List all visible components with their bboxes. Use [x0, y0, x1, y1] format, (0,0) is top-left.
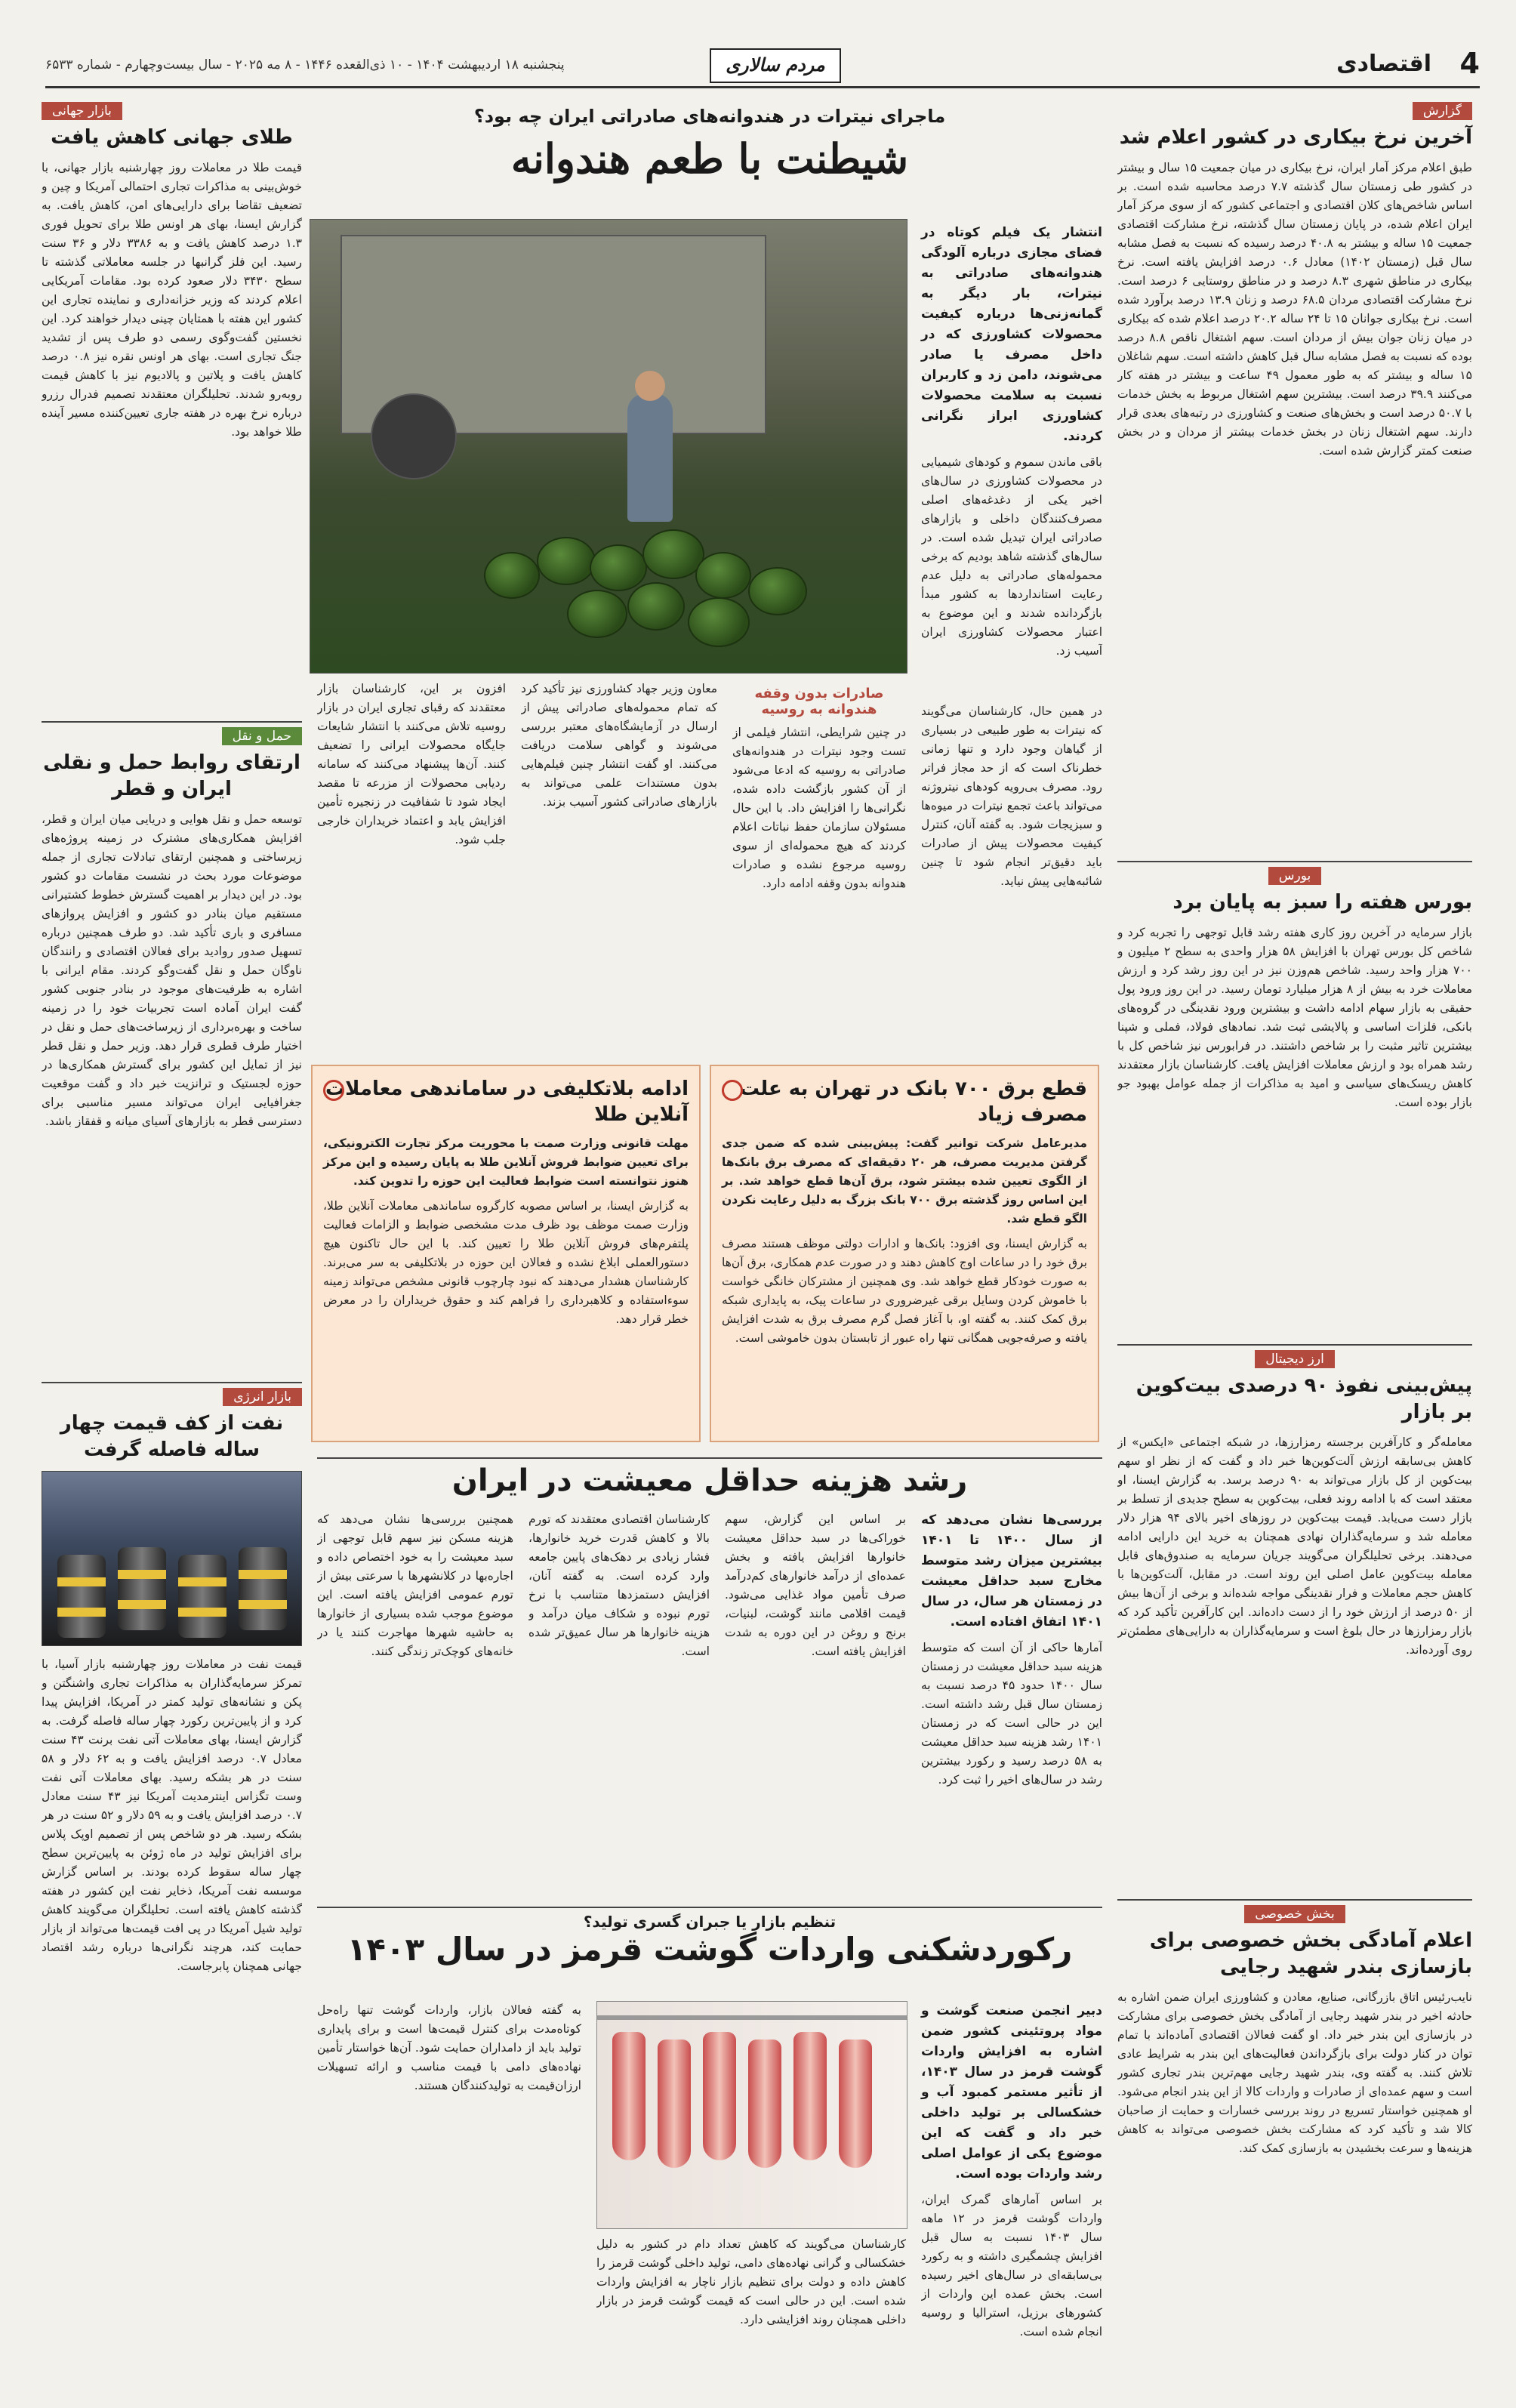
meat-col-1	[921, 2001, 1102, 2372]
main-headline: شیطنت با طعم هندوانه	[510, 134, 909, 183]
gold-online-title: ادامه بلاتکلیفی در ساماندهی معاملات آنلاین طلا	[325, 1078, 689, 1126]
meat-headline: رکوردشکنی واردات گوشت قرمز در سال ۱۴۰۳	[347, 1931, 1073, 1968]
masthead-bar	[45, 44, 1480, 88]
living-col-2	[725, 1510, 906, 1888]
watermelon-photo	[310, 219, 907, 674]
meat-import-story	[317, 1907, 1102, 1968]
living-col-1	[921, 1510, 1102, 1895]
living-body-2: بر اساس این گزارش، سهم خوراکی‌ها در سبد حداقل معیشت خانوارها افزایش یافته و بخش عمده‌ای از درآمد خانوارهای کم‌درآمد صرف تأمین مواد غذایی می‌شود. قیمت اقلامی مانند گوشت، لبنیات، برنج و روغن در این دوره به شدت افزایش یافته است.	[725, 1512, 906, 1658]
dateline: پنجشنبه ۱۸ اردیبهشت ۱۴۰۴ - ۱۰ ذی‌القعده ۱۴۴۶ - ۸ مه ۲۰۲۵ - سال بیست‌وچهارم - شماره ۶۵۳۳	[45, 57, 565, 72]
gold-body: قیمت طلا در معاملات روز چهارشنبه بازار جهانی، با خوش‌بینی به مذاکرات تجاری احتمالی آمریکا و چین و تضعیف تقاضا برای دارایی‌های امن، کاهش یافت. به گزارش ایسنا، بهای هر اونس طلا برای تحویل فوری ۱.۳ درصد کاهش یافت و به ۳۳۸۶ دلار و ۳۶ سنت رسید. این فلز گرانبها در جلسه معاملاتی گذشته تا سطح ۳۴۳۰ دلار صعود کرده بود. مقامات آمریکایی اعلام کردند که وزیر خزانه‌داری و نماینده تجاری این کشور این هفته با همتایان چینی دیدار خواهند کرد. این نخستین گفت‌وگوی رسمی دو طرف پس از تشدید جنگ تجاری است. بهای هر اونس نقره نیز ۰.۸ درصد کاهش یافت و پلاتین و پالادیوم نیز با کاهش قیمت روبه‌رو شدند. تحلیلگران معتقدند تصمیم فدرال رزرو درباره نرخ بهره در هفته جاری تعیین‌کننده مسیر آینده طلا خواهد بود.	[42, 161, 302, 439]
main-lead: انتشار یک فیلم کوتاه در فضای مجازی درباره آلودگی هندوانه‌های صادراتی به نیترات، بار دیگر به گمانه‌زنی‌ها درباره کیفیت محصولات کشاورزی که در داخل مصرف یا صادر می‌شوند، دامن زد و کاربران نسبت به سلامت محصولات کشاورزی ابراز نگرانی کردند.	[921, 225, 1102, 444]
report-title: آخرین نرخ بیکاری در کشور اعلام شد	[1119, 126, 1472, 149]
gold-online-body: به گزارش ایسنا، بر اساس مصوبه کارگروه ساماندهی معاملات آنلاین طلا، وزارت صمت موظف بود ظرف مدت مشخصی ضوابط و الزامات فعالیت پلتفرم‌های فروش آنلاین طلا را تعیین کند. با این حال تاکنون هیچ دستورالعملی ابلاغ نشده و فعالان این حوزه در بلاتکلیفی به سر می‌برند. کارشناسان هشدار می‌دهند که نبود چارچوب قانونی مشخص می‌تواند زمینه سوءاستفاده و کلاهبرداری را فراهم کند و حقوق خریداران را در معرض خطر قرار دهد.	[323, 1198, 689, 1326]
main-kicker: ماجرای نیترات در هندوانه‌های صادراتی ایران چه بود؟	[473, 106, 946, 127]
report-box	[1117, 102, 1472, 823]
oil-tag: بازار انرژی	[223, 1388, 302, 1406]
alert-icon	[722, 1080, 743, 1101]
report-body: طبق اعلام مرکز آمار ایران، نرخ بیکاری در میان جمعیت ۱۵ سال و بیشتر در کشور طی زمستان سال گذشته ۷.۷ درصد محاسبه شده است. بر اساس شاخص‌های کلان اقتصادی و اجتماعی کشور که از سوی مرکز آمار ایران اعلام شده، در پایان زمستان سال گذشته، نرخ مشارکت اقتصادی جمعیت ۱۵ ساله و بیشتر به ۴۰.۸ درصد رسیده که نسبت به فصل مشابه سال قبل (زمستان ۱۴۰۲) معادل ۰.۶ درصد افزایش یافته است. نرخ بیکاری در مناطق شهری ۸.۳ درصد و در مناطق روستایی ۶ درصد است. نرخ مشارکت اقتصادی مردان ۶۸.۵ درصد و زنان ۱۳.۹ درصد برآورد شده است. نرخ بیکاری جوانان ۱۵ تا ۲۴ ساله ۲۰.۲ درصد اعلام شده که بیکاری در میان زنان جوان بیش از مردان است. سهم اشتغال ناقص ۸.۸ درصد بوده که نسبت به فصل مشابه سال قبل کاهش داشته است. سهم شاغلان ۱۵ ساله و بیشتر که به طور معمول ۴۹ ساعت و بیشتر در هفته کار می‌کنند ۳۹.۹ درصد است. بیشترین سهم اشتغال مربوط به بخش خدمات با ۵۰.۷ درصد است و بخش‌های صنعت و کشاورزی در رتبه‌های بعدی قرار دارند. سهم اشتغال زنان در بخش خدمات بیشتر از مردان و در بخش صنعت کمتر گزارش شده است.	[1117, 161, 1472, 458]
page-number: 4	[1459, 47, 1480, 80]
main-col-3	[521, 680, 717, 1050]
gold-box	[42, 102, 302, 702]
main-col-4	[317, 680, 506, 1050]
power-cut-title: قطع برق ۷۰۰ بانک در تهران به علت مصرف زیاد	[739, 1078, 1087, 1126]
transport-tag: حمل و نقل	[222, 727, 302, 745]
main-col-1	[921, 702, 1102, 1042]
living-body-1: آمارها حاکی از آن است که متوسط هزینه سبد حداقل معیشت در زمستان سال ۱۴۰۰ حدود ۴۵ درصد نسبت به زمستان سال قبل رشد داشته است. این در حالی است که در زمستان ۱۴۰۱ رشد هزینه سبد حداقل معیشت به ۵۸ درصد رسید و رکورد بیشترین رشد در سال‌های اخیر را ثبت کرد.	[921, 1641, 1102, 1787]
power-cut-body: به گزارش ایسنا، وی افزود: بانک‌ها و ادارات دولتی موظف هستند مصرف برق خود را در ساعات اوج کاهش دهند و در صورت عدم همکاری، برق آن‌ها به صورت خودکار قطع خواهد شد. وی همچنین از مشترکان خانگی خواست با خاموش کردن وسایل برقی غیرضروری در ساعات پیک، به پایداری شبکه برق کمک کنند. به گفته او، با آغاز فصل گرم مصرف برق به شدت افزایش یافته و صرفه‌جویی همگانی تنها راه عبور از تابستان بدون خاموشی است.	[722, 1236, 1087, 1345]
transport-box	[42, 721, 302, 1369]
main-lead-col	[921, 223, 1102, 725]
main-body-e: افزون بر این، کارشناسان بازار معتقدند که رقبای تجاری ایران در بازار روسیه تلاش می‌کنند با انتشار شایعات جایگاه محصولات ایرانی را تضعیف کنند. آن‌ها پیشنهاد می‌کنند که سامانه ردیابی محصولات از مزرعه تا مقصد ایجاد شود تا شفافیت در زنجیره تأمین افزایش یابد و اعتماد خریداران خارجی جلب شود.	[317, 682, 506, 846]
bourse-box	[1117, 861, 1472, 1324]
newspaper-logo: مردم سالاری	[710, 48, 841, 83]
meat-col-3	[317, 2001, 581, 2386]
power-cut-lead: مدیرعامل شرکت توانیر گفت: پیش‌بینی شده که ضمن جدی گرفتن مدیریت مصرف، هر ۲۰ دقیقه‌ای که مصرف برق بانک‌ها از الگوی تعیین شده بیشتر شود، برق آن‌ها قطع خواهد شد. بر این اساس روز گذشته برق ۷۰۰ بانک بزرگ به دلیل رعایت نکردن الگو قطع شد.	[722, 1136, 1088, 1226]
main-col-2	[732, 680, 906, 1048]
report-tag: گزارش	[1413, 102, 1472, 120]
living-col-3	[528, 1510, 710, 1888]
private-title: اعلام آمادگی بخش خصوصی برای بازسازی بندر شهید رجایی	[1149, 1929, 1472, 1979]
living-body-3: کارشناسان اقتصادی معتقدند که تورم بالا و کاهش قدرت خرید خانوارها، فشار زیادی بر دهک‌های پایین جامعه وارد کرده است. به گفته آنان، افزایش دستمزدها متناسب با نرخ تورم نبوده و شکاف میان درآمد و هزینه خانوارها هر سال عمیق‌تر شده است.	[528, 1512, 710, 1658]
meat-lead: دبیر انجمن صنعت گوشت و مواد پروتئینی کشور ضمن اشاره به افزایش واردات گوشت قرمز در سال ۱۴۰۳، از تأثیر مستمر کمبود آب و خشکسالی بر تولید داخلی خبر داد و گفت که این موضوع یکی از عوامل اصلی رشد واردات بوده است.	[921, 2003, 1102, 2181]
meat-body-3: به گفته فعالان بازار، واردات گوشت تنها راه‌حل کوتاه‌مدت برای کنترل قیمت‌ها است و برای پایداری تولید باید از دامداران حمایت شود. آن‌ها خواستار تأمین نهاده‌های دامی با قیمت مناسب و ارائه تسهیلات ارزان‌قیمت به تولیدکنندگان هستند.	[317, 2003, 581, 2092]
meat-body-1: بر اساس آمارهای گمرک ایران، واردات گوشت قرمز در ۱۲ ماهه سال ۱۴۰۳ نسبت به سال قبل افزایش چشمگیری داشته و به رکورد بی‌سابقه‌ای در سال‌های اخیر رسیده است. بخش عمده این واردات از کشورهای برزیل، استرالیا و روسیه انجام شده است.	[921, 2193, 1102, 2339]
oil-barrels-photo	[42, 1471, 302, 1646]
main-body-a: باقی ماندن سموم و کودهای شیمیایی در محصولات کشاورزی در سال‌های اخیر یکی از دغدغه‌های اصلی مصرف‌کنندگان داخلی و بازارهای صادراتی ایران تبدیل شده است. در سال‌های گذشته شاهد بودیم که برخی محموله‌های صادراتی به دلیل عدم رعایت استانداردها به کشور مبدأ بازگردانده شدند و این موضوع به اعتبار محصولات کشاورزی ایران آسیب زد.	[921, 455, 1102, 658]
alert-icon	[323, 1080, 344, 1101]
living-cost-headline: رشد هزینه حداقل معیشت در ایران	[451, 1463, 968, 1498]
crypto-body: معامله‌گر و کارآفرین برجسته رمزارزها، در شبکه اجتماعی «ایکس» از کاهش بی‌سابقه ارزش آلت‌کوین‌ها خبر داد و گفت که از نظر او سهم بیت‌کوین از کل بازار می‌تواند به ۹۰ درصد برسد. به گزارش ایسنا، او معتقد است که با ادامه روند فعلی، بیت‌کوین به سطح جدیدی از تسلط بر بازار دست می‌یابد. قیمت بیت‌کوین در روزهای اخیر بالای ۹۴ هزار دلار معامله شد و سرمایه‌گذاران نهادی همچنان به خرید این دارایی ادامه می‌دهند. برخی تحلیلگران می‌گویند جریان سرمایه به صندوق‌های قابل معامله بیت‌کوین عامل اصلی این روند است. در مقابل، آلت‌کوین‌ها با کاهش حجم معاملات و فرار نقدینگی مواجه شده‌اند و برخی از آن‌ها بیش از ۵۰ درصد از ارزش خود را از دست داده‌اند. این کارآفرین تأکید کرد که بازار رمزارزها در حال بلوغ است و سرمایه‌گذاران به دارایی‌های مطمئن‌تر روی آورده‌اند.	[1117, 1435, 1472, 1657]
power-cut-box	[710, 1065, 1099, 1442]
main-story	[317, 106, 1102, 183]
oil-body: قیمت نفت در معاملات روز چهارشنبه بازار آسیا، با تمرکز سرمایه‌گذاران به مذاکرات تجاری واشنگتن و پکن و نشانه‌های تولید کمتر در آمریکا، افزایش پیدا کرد و از پایین‌ترین رکورد چهار ساله فاصله گرفت. به گزارش ایسنا، بهای معاملات آتی نفت برنت ۴۳ سنت معادل ۰.۷ درصد افزایش یافت و به ۶۲ دلار و ۵۸ سنت در هر بشکه رسید. بهای معاملات آتی نفت وست تگزاس اینترمدیت آمریکا نیز ۴۳ سنت معادل ۰.۷ درصد افزایش یافت و به ۵۹ دلار و ۵۲ سنت در هر بشکه رسید. هر دو شاخص پس از تصمیم اوپک پلاس برای افزایش تولید در ماه ژوئن به پایین‌ترین سطح چهار ساله سقوط کرده بودند. بر اساس گزارش موسسه نفت آمریکا، ذخایر نفت این کشور در هفته گذشته کاهش یافته است. تحلیلگران می‌گویند کاهش تولید شیل آمریکا در پی افت قیمت‌ها می‌تواند از بازار حمایت کند، هرچند نگرانی‌ها درباره رشد اقتصاد جهانی همچنان پابرجاست.	[42, 1657, 302, 1974]
main-body-d: معاون وزیر جهاد کشاورزی نیز تأکید کرد که تمام محموله‌های صادراتی پیش از ارسال در آزمایشگاه‌های معتبر بررسی می‌شوند و گواهی سلامت دریافت می‌کنند. او گفت انتشار چنین فیلم‌هایی بدون مستندات علمی می‌تواند به بازارهای صادراتی کشور آسیب بزند.	[521, 682, 717, 809]
living-body-4: همچنین بررسی‌ها نشان می‌دهد که هزینه مسکن نیز سهم قابل توجهی از سبد معیشت را به خود اختصاص داده و اجاره‌بها در کلانشهرها با سرعتی بیش از تورم عمومی افزایش یافته است. این موضوع موجب شده بسیاری از خانوارها به حاشیه شهرها مهاجرت کنند یا در خانه‌های کوچک‌تر زندگی کنند.	[317, 1512, 513, 1658]
gold-online-lead: مهلت قانونی وزارت صمت با محوریت مرکز تجارت الکترونیکی، برای تعیین ضوابط فروش آنلاین طلا به پایان رسیده و این مرکز هنوز نتوانسته است ضوابط فعالیت این حوزه را تدوین کند.	[323, 1136, 689, 1188]
meat-carcass-photo	[596, 2001, 907, 2229]
crypto-tag: ارز دیجیتال	[1255, 1350, 1335, 1368]
bourse-title: بورس هفته را سبز به پایان برد	[1172, 891, 1472, 914]
meat-body-2: کارشناسان می‌گویند که کاهش تعداد دام در کشور به دلیل خشکسالی و گرانی نهاده‌های دامی، تولید داخلی گوشت قرمز را کاهش داده و دولت برای تنظیم بازار ناچار به افزایش واردات شده است. این در حالی است که قیمت گوشت قرمز در بازار داخلی همچنان روند افزایشی دارد.	[596, 2237, 906, 2326]
section-title: اقتصادی	[1336, 51, 1431, 77]
gold-title: طلای جهانی کاهش یافت	[51, 126, 293, 149]
living-cost-story	[317, 1457, 1102, 1498]
main-body-c: در چنین شرایطی، انتشار فیلمی از تست وجود نیترات در هندوانه‌های صادراتی به روسیه که ادعا می‌شود از آن کشور بازگشت داده شده، نگرانی‌ها را افزایش داد. با این حال مسئولان سازمان حفظ نباتات اعلام کردند که هیچ محموله‌ای از سوی روسیه مرجوع نشده و صادرات هندوانه بدون وقفه ادامه دارد.	[732, 726, 906, 890]
transport-title: ارتقای روابط حمل و نقلی ایران و قطر	[43, 751, 300, 801]
main-body-b: در همین حال، کارشناسان می‌گویند که نیترات به طور طبیعی در بسیاری از گیاهان وجود دارد و تنها زمانی خطرناک است که از حد مجاز فراتر رود. مصرف بی‌رویه کودهای نیتروژنه می‌تواند باعث تجمع نیترات در میوه‌ها و سبزیجات شود. به گفته آنان، کنترل کیفیت محصولات پیش از صادرات باید دقیق‌تر انجام شود تا چنین شائبه‌هایی پیش نیاید.	[921, 705, 1102, 888]
living-cost-lead: بررسی‌ها نشان می‌دهد که از سال ۱۴۰۰ تا ۱۴۰۱ بیشترین میزان رشد متوسط مخارج سبد حداقل معیشت در زمستان هر سال، در سال ۱۴۰۱ اتفاق افتاده است.	[921, 1512, 1102, 1629]
meat-col-2	[596, 2235, 906, 2386]
crypto-title: پیش‌بینی نفوذ ۹۰ درصدی بیت‌کوین بر بازار	[1135, 1374, 1472, 1424]
private-body: نایب‌رئیس اتاق بازرگانی، صنایع، معادن و کشاورزی ایران ضمن اشاره به حادثه اخیر در بندر شهید رجایی از آمادگی بخش خصوصی برای مشارکت در بازسازی این بندر خبر داد. او گفت فعالان اقتصادی آماده‌اند با تمام توان در کنار دولت برای بازگرداندن فعالیت‌های این بندر به شرایط عادی تلاش کنند. به گفته وی، بندر شهید رجایی مهم‌ترین بندر تجاری کشور است و سهم عمده‌ای از صادرات و واردات کالا از این بندر انجام می‌شود. او همچنین خواستار تسریع در روند بررسی خسارات و حمایت از صاحبان کالا شد و تأکید کرد که مشارکت بخش خصوصی می‌تواند به کاهش هزینه‌ها و سرعت بخشیدن به بازسازی کمک کند.	[1117, 1990, 1472, 2156]
private-sector-box	[1117, 1899, 1472, 2381]
gold-tag: بازار جهانی	[42, 102, 122, 120]
transport-body: توسعه حمل و نقل هوایی و دریایی میان ایران و قطر، افزایش همکاری‌های مشترک در زمینه پروژه‌های زیرساختی و همچنین ارتقای تبادلات تجاری از جمله موضوعات مورد بحث در نشست مقامات دو کشور بود. در این دیدار بر اهمیت گسترش خطوط کشتیرانی مستقیم میان بنادر دو کشور و افزایش پروازهای مسافری و باری تأکید شد. دو طرف همچنین درباره تسهیل صدور روادید برای فعالان اقتصادی و رانندگان ناوگان حمل و نقل گفت‌وگو کردند. مقام ایرانی با اشاره به ظرفیت‌های موجود در بنادر جنوبی کشور گفت ایران آماده است تجربیات خود را در زمینه ساخت و بهره‌برداری از زیرساخت‌های حمل و نقل در اختیار طرف قطری قرار دهد. وزیر حمل و نقل قطر نیز از تمایل این کشور برای گسترش همکاری‌ها در حوزه لجستیک و ترانزیت خبر داد و گفت موقعیت جغرافیایی ایران می‌تواند مسیر مناسبی برای دسترسی قطر به بازارهای آسیای میانه و قفقاز باشد.	[42, 812, 302, 1129]
meat-kicker: تنظیم بازار یا جبران گسری تولید؟	[583, 1913, 837, 1931]
private-tag: بخش خصوصی	[1244, 1905, 1345, 1923]
gold-online-box	[311, 1065, 701, 1442]
living-col-4	[317, 1510, 513, 1888]
main-subhead: صادرات بدون وقفه هندوانه به روسیه	[754, 686, 884, 717]
bourse-tag: بورس	[1268, 867, 1321, 885]
bourse-body: بازار سرمایه در آخرین روز کاری هفته رشد قابل توجهی را تجربه کرد و شاخص کل بورس تهران با افزایش ۵۸ هزار واحدی به سطح ۲ میلیون و ۷۰۰ هزار واحد رسید. شاخص هم‌وزن نیز در این روز رشد کرد و ارزش معاملات خرد به بیش از ۸ هزار میلیارد تومان رسید. در این روز ورود پول حقیقی به بازار سهام ادامه داشت و بیشترین ورود نقدینگی در گروه‌های بانکی، فلزات اساسی و پالایشی ثبت شد. نمادهای فولاد، فملی و شپنا بیشترین تاثیر مثبت را بر شاخص داشتند. در فرابورس نیز شاخص کل با رشد همراه بود و ارزش معاملات افزایش یافت. کارشناسان بازار معتقدند کاهش ریسک‌های سیاسی و امید به مذاکرات از جمله عوامل بهبود جو بازار بوده است.	[1117, 926, 1472, 1110]
crypto-box	[1117, 1344, 1472, 1901]
oil-box	[42, 1382, 302, 2259]
oil-title: نفت از کف قیمت چهار ساله فاصله گرفت	[60, 1412, 284, 1462]
